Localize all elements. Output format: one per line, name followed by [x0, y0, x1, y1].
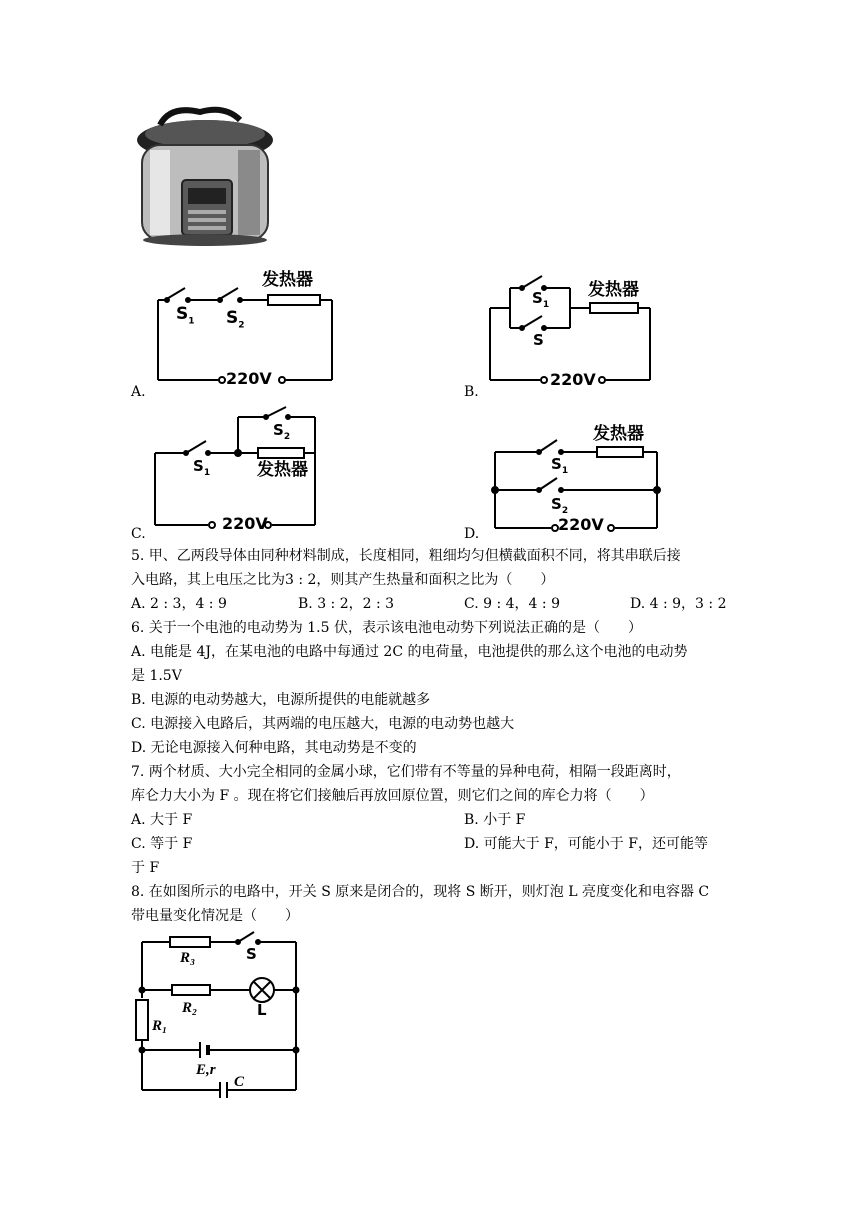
q7-stem-line1: 7. 两个材质、大小完全相同的金属小球，它们带有不等量的异种电荷，相隔一段距离时， [131, 764, 681, 780]
circuit-d-heater-label: 发热器 [593, 424, 644, 444]
circuit-b-heater-label: 发热器 [588, 280, 639, 300]
q6-option-a-line2: 是 1.5V [131, 668, 182, 684]
circuit-c-s2-label [273, 420, 290, 447]
circuit-b-s-label: S [533, 331, 544, 349]
circuit-a-voltage-label: 220V [226, 369, 272, 388]
q7-stem-line2: 库仑力大小为 F 。现在将它们接触后再放回原位置，则它们之间的库仑力将（ ） [131, 788, 654, 804]
q7-option-d-line1: D. 可能大于 F，可能小于 F，还可能等 [464, 836, 708, 852]
circuit-c-option-label: C. [131, 526, 146, 542]
circuit-c-s2-sub: 2 [283, 432, 291, 442]
circuit-d-option-label: D. [464, 526, 480, 542]
rice-cooker-image [130, 100, 280, 250]
q7-option-b: B. 小于 F [464, 812, 526, 828]
circuit-c-heater-label: 发热器 [257, 460, 308, 480]
circuit-a-s2-text: S [226, 308, 239, 328]
circuit-a-s1-label [176, 304, 195, 331]
q5-option-a: A. 2 : 3，4 : 9 [131, 596, 227, 612]
q7-option-a: A. 大于 F [131, 812, 193, 828]
q8-r2-label: R₂ [182, 1000, 198, 1016]
q7-option-d-line2: 于 F [131, 860, 160, 876]
circuit-b-s1-sub: 1 [542, 300, 550, 310]
circuit-a-s1-text: S [176, 304, 189, 324]
circuit-a-s1-sub: 1 [188, 316, 195, 327]
q5-stem-line2: 入电路，其上电压之比为3 : 2，则其产生热量和面积之比为（ ） [131, 572, 555, 588]
q6-option-b: B. 电源的电动势越大，电源所提供的电能就越多 [131, 692, 431, 708]
q6-option-c: C. 电源接入电路后，其两端的电压越大，电源的电动势也越大 [131, 716, 515, 732]
circuit-d-s1-label [551, 454, 568, 481]
circuit-a-option-label: A. [131, 384, 146, 400]
q6-stem: 6. 关于一个电池的电动势为 1.5 伏，表示该电池电动势下列说法正确的是（ ） [131, 620, 642, 636]
q5-option-d: D. 4 : 9，3 : 2 [630, 596, 727, 612]
circuit-d-s2-sub: 2 [561, 506, 569, 516]
q8-r1-label: R₁ [152, 1018, 168, 1034]
q8-emf-label: E,r [196, 1062, 216, 1078]
q8-r3-label: R₃ [180, 950, 196, 966]
q8-circuit-diagram [130, 930, 310, 1100]
circuit-d-voltage-label: 220V [558, 515, 604, 534]
circuit-b-s1-label [532, 288, 549, 315]
q5-stem-line1: 5. 甲、乙两段导体由同种材料制成，长度相同，粗细均匀但横截面积不同，将其串联后接 [131, 548, 681, 564]
circuit-a-s2-sub: 2 [238, 320, 245, 331]
q5-option-c: C. 9 : 4，4 : 9 [464, 596, 560, 612]
circuit-c-s1-label [193, 456, 210, 483]
circuit-b-s1-text: S [532, 289, 543, 307]
q8-stem-line2: 带电量变化情况是（ ） [131, 908, 299, 924]
q5-option-b: B. 3 : 2，2 : 3 [298, 596, 395, 612]
circuit-a-s2-label [226, 308, 245, 335]
circuit-b-option-label: B. [464, 384, 479, 400]
q6-option-d: D. 无论电源接入何种电路，其电动势是不变的 [131, 740, 417, 756]
q7-option-c: C. 等于 F [131, 836, 193, 852]
q8-s-label: S [246, 945, 257, 963]
circuit-c-s1-text: S [193, 457, 204, 475]
q8-stem-line1: 8. 在如图所示的电路中，开关 S 原来是闭合的，现将 S 断开，则灯泡 L 亮度变化和电容器 C [131, 884, 710, 900]
circuit-c-s2-text: S [273, 421, 284, 439]
circuit-b-voltage-label: 220V [550, 370, 596, 389]
circuit-c-voltage-label: 220V [222, 514, 268, 533]
q8-capacitor-label: C [234, 1074, 245, 1090]
q8-lamp-label: L [257, 1001, 267, 1019]
circuit-c-s1-sub: 1 [203, 468, 211, 478]
circuit-a-heater-label: 发热器 [262, 270, 313, 290]
circuit-d-s1-text: S [551, 455, 562, 473]
circuit-d-s1-sub: 1 [561, 466, 569, 476]
q6-option-a-line1: A. 电能是 4J，在某电池的电路中每通过 2C 的电荷量，电池提供的那么这个电池的电动势 [131, 644, 688, 660]
circuit-d-s2-text: S [551, 495, 562, 513]
